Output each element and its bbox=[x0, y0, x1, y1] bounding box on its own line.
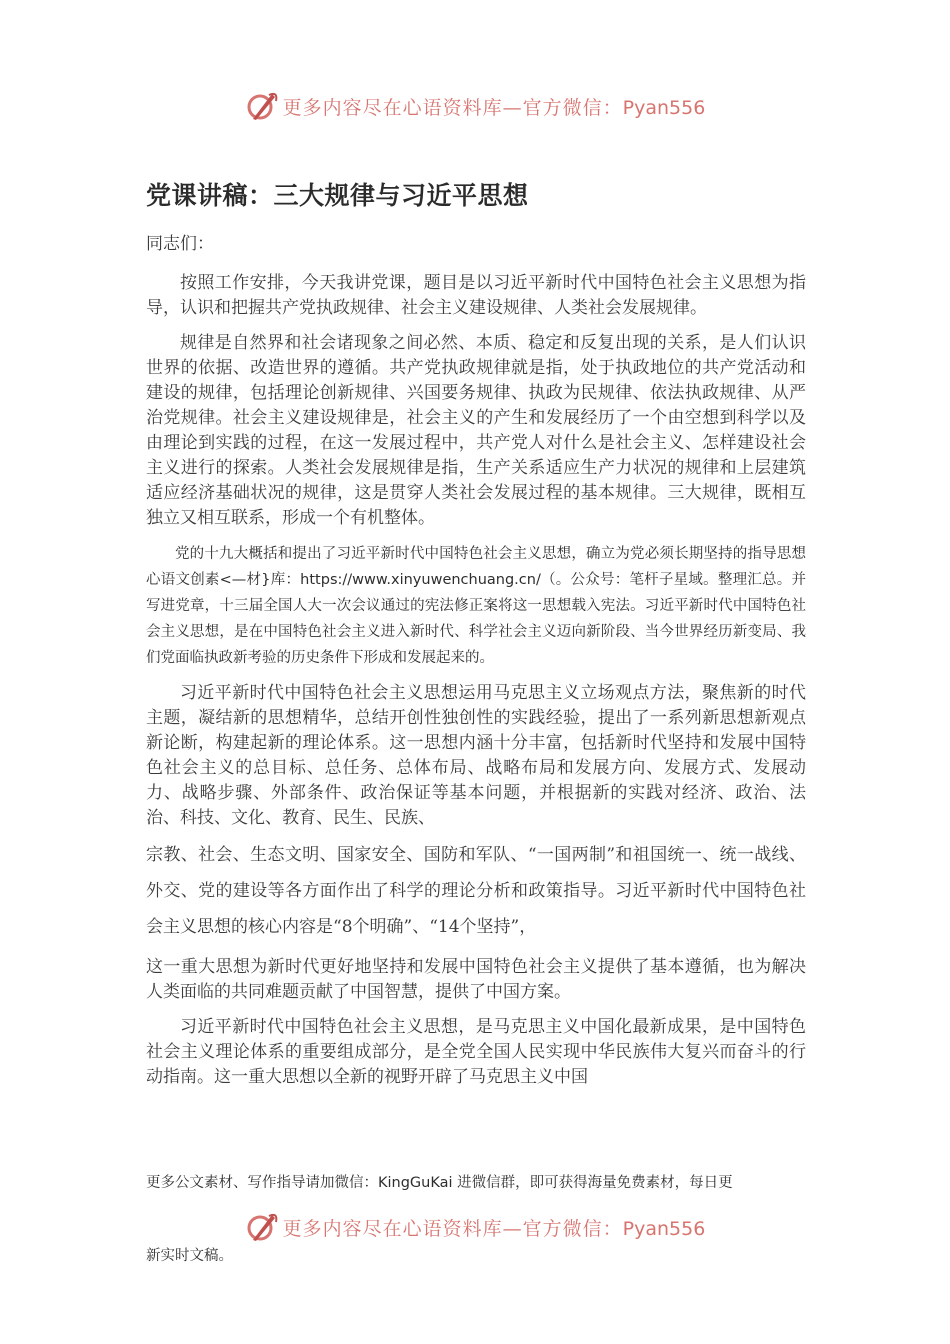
paragraph: 习近平新时代中国特色社会主义思想运用马克思主义立场观点方法，聚焦新的时代主题，凝结新的思想精华，总结开创性独创性的实践经验，提出了一系列新思想新观点新论断，构建起新的理论体系。这一思想内涵十分丰富，包括新时代坚持和发展中国特色社会主义的总目标、总任务、总体布局、战略布局和发展方向、发展方式、发展动力、战略步骤、外部条件、政治保证等基本问题，并根据新的实践对经济、政治、法治、科技、文化、教育、民生、民族、 bbox=[146, 683, 806, 828]
brand-text bbox=[283, 1214, 706, 1241]
paragraph: 习近平新时代中国特色社会主义思想，是马克思主义中国化最新成果，是中国特色社会主义理论体系的重要组成部分，是全党全国人民实现中华民族伟大复兴而奋斗的行动指南。这一重大思想以全新的视野开辟了马克思主义中国 bbox=[146, 1017, 806, 1087]
brand-label: 更多内容尽在心语资料库—官方微信： bbox=[282, 1217, 623, 1240]
footer-banner bbox=[0, 1207, 950, 1247]
paragraph: 党的十九大概括和提出了习近平新时代中国特色社会主义思想，确立为党必须长期坚持的指导思想心语文创素<—材}库：https://www.xinyuwenchuang.cn/（。公众号：笔杆子星域。整理汇总。并写进党章，十三届全国人大一次会议通过的宪法修正案将这一思想载入宪法。习近平新时代中国特色社会主义思想，是在中国特色社会主义进入新时代、科学社会主义迈向新阶段、当今世界经历新变局、我们党面临执政新考验的历史条件下形成和发展起来的。 bbox=[146, 546, 806, 666]
brand-wechat-id: Pyan556 bbox=[622, 96, 706, 119]
paragraph: 这一重大思想为新时代更好地坚持和发展中国特色社会主义提供了基本遵循，也为解决人类面临的共同难题贡献了中国智慧，提供了中国方案。 bbox=[146, 957, 806, 1002]
brand-text bbox=[283, 93, 706, 120]
paragraph: 宗教、社会、生态文明、国家安全、国防和军队、“一国两制”和祖国统一、统一战线、外交、党的建设等各方面作出了科学的理论分析和政策指导。习近平新时代中国特色社会主义思想的核心内容是“8个明确”、“14个坚持”， bbox=[146, 845, 806, 937]
paragraph: 按照工作安排，今天我讲党课，题目是以习近平新时代中国特色社会主义思想为指导，认识和把握共产党执政规律、社会主义建设规律、人类社会发展规律。 bbox=[146, 273, 806, 318]
brand-label: 更多内容尽在心语资料库—官方微信： bbox=[282, 96, 623, 119]
paragraph: 规律是自然界和社会诸现象之间必然、本质、稳定和反复出现的关系，是人们认识世界的依据、改造世界的遵循。共产党执政规律就是指，处于执政地位的共产党活动和建设的规律，包括理论创新规律、兴国要务规律、执政为民规律、依法执政规律、从严治党规律。社会主义建设规律是，社会主义的产生和发展经历了一个由空想到科学以及由理论到实践的过程，在这一发展过程中，共产党人对什么是社会主义、怎样建设社会主义进行的探索。人类社会发展规律是指，生产关系适应生产力状况的规律和上层建筑适应经济基础状况的规律，这是贯穿人类社会发展过程的基本规律。三大规律，既相互独立又相互联系，形成一个有机整体。 bbox=[146, 333, 806, 528]
document-body bbox=[146, 176, 806, 1100]
footer-note-continued: 新实时文稿。 bbox=[146, 1248, 233, 1264]
greeting: 同志们： bbox=[146, 234, 214, 254]
page-title: 党课讲稿：三大规律与习近平思想 bbox=[146, 181, 529, 210]
quill-logo-icon bbox=[245, 89, 279, 123]
brand-wechat-id: Pyan556 bbox=[622, 1217, 706, 1240]
header-banner bbox=[0, 86, 950, 126]
footer-note: 更多公文素材、写作指导请加微信：KingGuKai 进微信群，即可获得海量免费素材，每日更 bbox=[146, 1175, 733, 1191]
quill-logo-icon bbox=[245, 1210, 279, 1244]
